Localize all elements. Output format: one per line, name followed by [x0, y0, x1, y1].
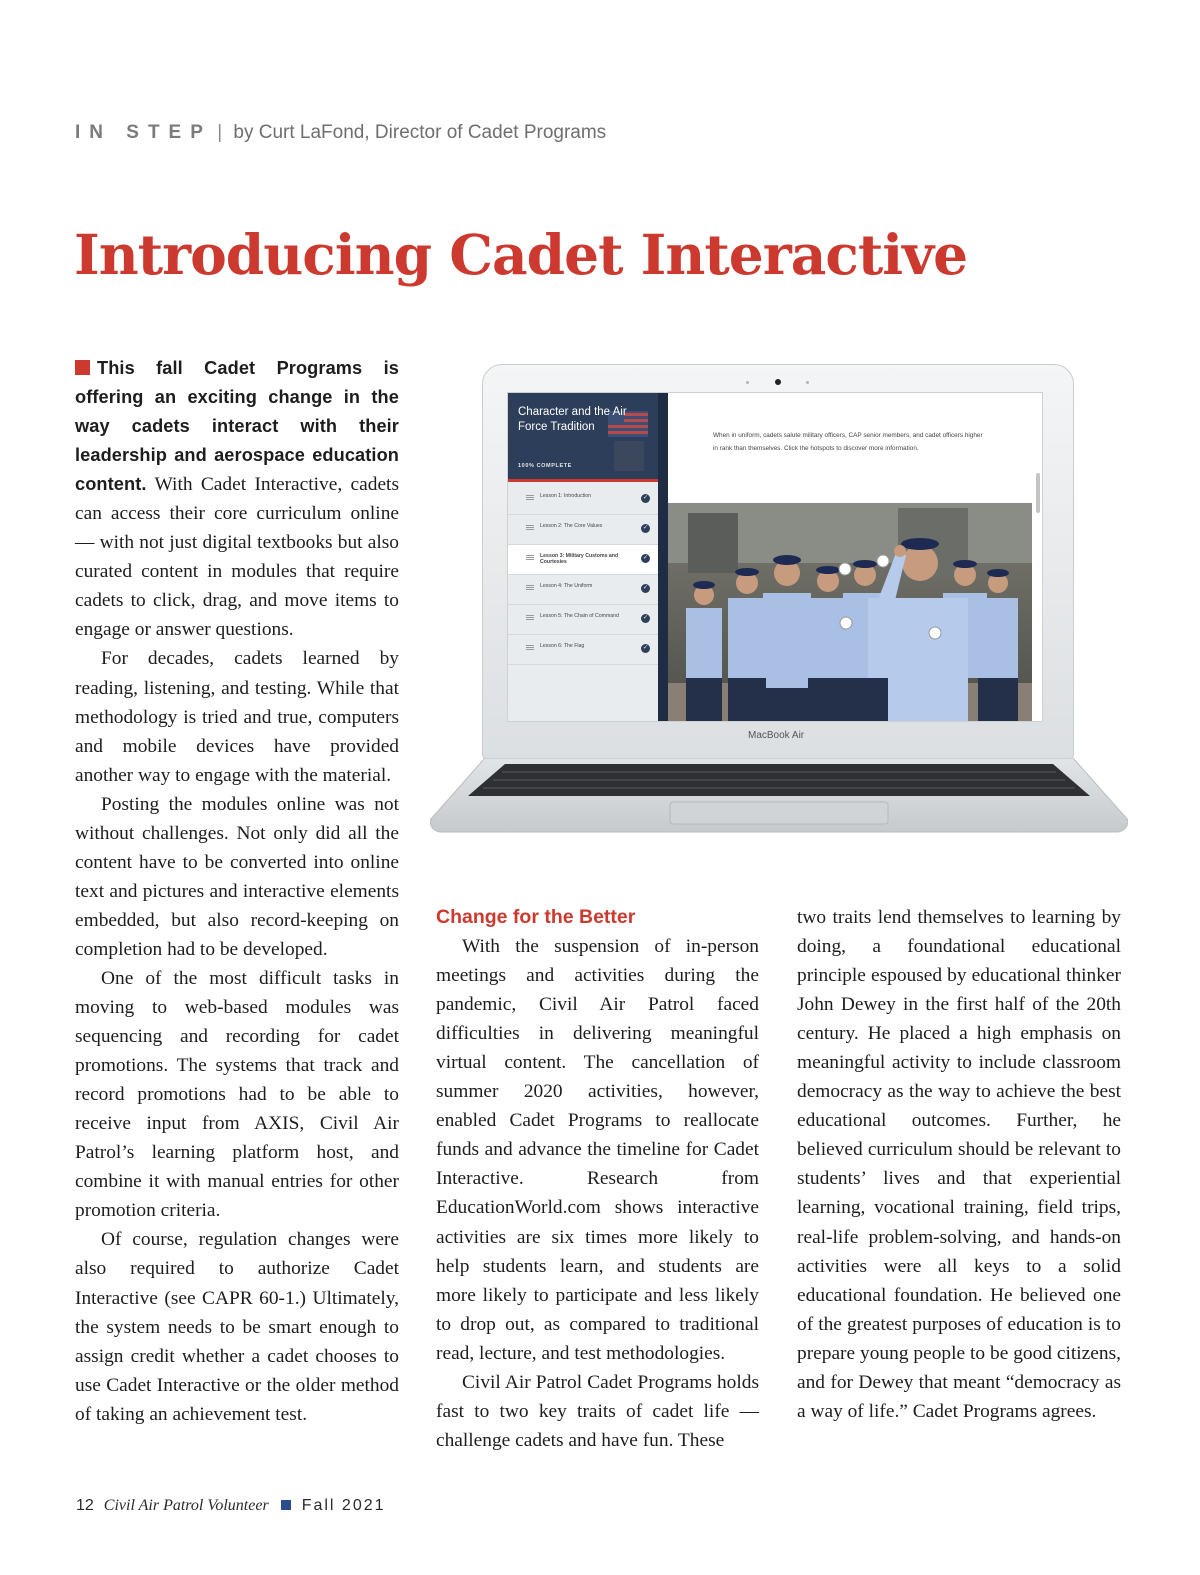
lesson-label: Lesson 5: The Chain of Command — [540, 613, 619, 619]
body-paragraph: two traits lend themselves to learning by doing, a foundational educational principle espoused by educational thinker John Dewey in the first half of the 20th century. He placed a high emphasis on meaningful activity to include classroom democracy as the way to achieve the best educational outcomes. Further, he believed curriculum should be relevant to students’ lives and that experiential learning, vocational training, field trips, real-life problem-solving, and hands-on activities were all keys to a solid educational foundation. He believed one of the greatest purposes of education is to prepare young people to be good citizens, and for Dewey that meant “democracy as a way of life.” Cadet Programs agrees. — [797, 907, 1121, 1422]
lesson-caption: When in uniform, cadets salute military officers, CAP senior members, and cadet officers higher in rank than themselves. Click the hotspots to discover more information. — [713, 432, 983, 452]
laptop-brand-label: MacBook Air — [748, 730, 805, 741]
lesson-item[interactable] — [508, 515, 658, 545]
body-column-2 — [436, 903, 759, 1455]
laptop-screen — [507, 392, 1043, 722]
check-icon: ✓ — [642, 525, 649, 531]
check-icon: ✓ — [642, 555, 649, 561]
progress-bar — [508, 479, 658, 482]
completion-status: 100% COMPLETE — [518, 463, 572, 469]
lesson-item[interactable] — [508, 575, 658, 605]
cadets-saluting-photo — [668, 503, 1032, 722]
lead-bold-text: This fall Cadet Programs is offering an exciting change in the way cadets interact with their leadership and aerospace education content. — [75, 358, 399, 495]
section-name: IN STEP — [75, 122, 212, 143]
body-paragraph: Posting the modules online was not without challenges. Not only did all the content have to be converted into online text and pictures and interactive elements embedded, but also record-keeping on completion had to be developed. — [75, 793, 399, 960]
kicker-separator: | — [217, 122, 223, 143]
list-icon — [526, 525, 534, 526]
publication-name: Civil Air Patrol Volunteer — [103, 1497, 269, 1514]
body-paragraph: Civil Air Patrol Cadet Programs holds fast to two key traits of cadet life — challenge cadets and have fun. These — [436, 1371, 759, 1451]
module-title: Character and the Air Force Tradition — [518, 406, 627, 433]
module-header — [508, 393, 658, 479]
red-square-bullet-icon — [75, 360, 90, 375]
body-column-3 — [797, 903, 1121, 1426]
body-paragraph: One of the most difficult tasks in moving to web-based modules was sequencing and recording for cadet promotions. The systems that track and record promotions had to be able to receive input from AXIS, Civil Air Patrol’s learning platform host, and combine it with manual entries for other promotion criteria. — [75, 967, 399, 1222]
laptop-keyboard-base — [430, 758, 1128, 838]
page-number: 12 — [76, 1497, 94, 1514]
lesson-list — [508, 485, 658, 665]
camera-icon — [775, 379, 781, 385]
scrollbar[interactable] — [1036, 473, 1040, 513]
lead-rest-text: With Cadet Interactive, cadets can access their core curriculum online — with not just digital textbooks but also curated content in modules that require cadets to click, drag, and move items to engage or answer questions. — [75, 474, 399, 641]
list-icon — [526, 585, 534, 586]
list-icon — [526, 645, 534, 646]
lesson-item[interactable] — [508, 605, 658, 635]
lesson-label: Lesson 6: The Flag — [540, 643, 585, 649]
page-footer — [76, 1497, 386, 1515]
lesson-item[interactable] — [508, 485, 658, 515]
list-icon — [526, 495, 534, 496]
section-subhead: Change for the Better — [436, 906, 636, 928]
camera-sensor-dot — [746, 381, 749, 384]
lesson-label: Lesson 3: Military Customs and Courtesies — [540, 553, 619, 566]
lesson-label: Lesson 2: The Core Values — [540, 523, 603, 529]
byline: by Curt LaFond, Director of Cadet Programs — [233, 122, 607, 143]
body-paragraph: Of course, regulation changes were also required to authorize Cadet Interactive (see CAPR 60-1.) Ultimately, the system needs to be smart enough to assign credit whether a cadet chooses to use Cadet Interactive or the older method of taking an achievement test. — [75, 1229, 399, 1425]
check-icon: ✓ — [642, 615, 649, 621]
list-icon — [526, 615, 534, 616]
check-icon: ✓ — [642, 495, 649, 501]
check-icon: ✓ — [642, 585, 649, 591]
body-paragraph: For decades, cadets learned by reading, listening, and testing. While that methodology is tried and true, computers and mobile devices have provided another way to engage with the material. — [75, 648, 399, 786]
camera-sensor-dot — [806, 381, 809, 384]
list-icon — [526, 555, 534, 556]
issue-date: Fall 2021 — [301, 1497, 386, 1514]
body-paragraph: With the suspension of in-person meetings and activities during the pandemic, Civil Air Patrol faced difficulties in delivering meaningful virtual content. The cancellation of summer 2020 activities, however, enabled Cadet Programs to reallocate funds and advance the timeline for Cadet Interactive. Research from EducationWorld.com shows interactive activities are six times more likely to help students learn, and students are more likely to participate and less likely to drop out, as compared to traditional read, lecture, and test methodologies. — [436, 936, 759, 1364]
article-headline: Introducing Cadet Interactive — [74, 222, 968, 287]
sidebar-divider — [658, 393, 668, 722]
check-icon: ✓ — [642, 645, 649, 651]
section-kicker — [75, 122, 606, 144]
body-column-1 — [75, 354, 399, 1429]
lesson-item[interactable] — [508, 635, 658, 665]
lesson-label: Lesson 4: The Uniform — [540, 583, 593, 589]
lead-paragraph — [75, 354, 399, 644]
lesson-label: Lesson 1: Introduction — [540, 493, 592, 499]
lesson-item-active[interactable] — [508, 545, 658, 575]
footer-square-icon — [281, 1500, 291, 1510]
